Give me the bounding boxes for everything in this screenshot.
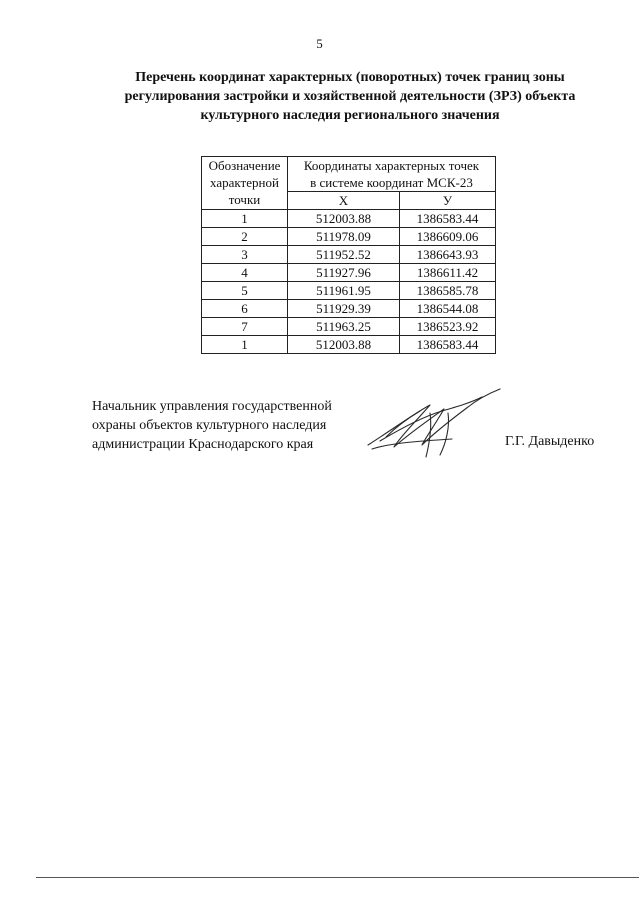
cell-y: 1386609.06: [400, 228, 496, 246]
cell-point: 1: [202, 210, 288, 228]
title-line-3: культурного наследия регионального значения: [200, 108, 500, 123]
cell-x: 511963.25: [288, 318, 400, 336]
handwritten-signature: [360, 383, 508, 463]
page-bottom-rule: [36, 877, 639, 878]
header-designation-line-2: характерной: [210, 175, 279, 190]
table-header-row: [202, 157, 496, 192]
cell-y: 1386583.44: [400, 210, 496, 228]
header-x: X: [288, 192, 400, 210]
table-row: [202, 210, 496, 228]
cell-y: 1386544.08: [400, 300, 496, 318]
cell-point: 2: [202, 228, 288, 246]
cell-x: 511952.52: [288, 246, 400, 264]
cell-y: 1386583.44: [400, 336, 496, 354]
signatory-name: Г.Г. Давыденко: [505, 434, 595, 449]
table-row: [202, 336, 496, 354]
header-point-designation: [202, 157, 288, 210]
cell-point: 7: [202, 318, 288, 336]
header-coords-line-2: в системе координат МСК-23: [310, 175, 473, 190]
cell-y: 1386643.93: [400, 246, 496, 264]
cell-x: 511929.39: [288, 300, 400, 318]
cell-point: 6: [202, 300, 288, 318]
table-row: [202, 318, 496, 336]
page-number: 5: [316, 36, 323, 51]
header-designation-line-1: Обозначение: [208, 158, 281, 173]
cell-x: 511927.96: [288, 264, 400, 282]
title-line-2: регулирования застройки и хозяйственной деятельности (ЗРЗ) объекта: [124, 89, 576, 104]
cell-point: 1: [202, 336, 288, 354]
cell-x: 511978.09: [288, 228, 400, 246]
header-coordinates: [288, 157, 496, 192]
signatory-position: [92, 397, 372, 454]
document-title: [100, 68, 600, 125]
cell-x: 512003.88: [288, 336, 400, 354]
header-y: У: [400, 192, 496, 210]
cell-point: 5: [202, 282, 288, 300]
cell-y: 1386611.42: [400, 264, 496, 282]
cell-x: 511961.95: [288, 282, 400, 300]
position-line-1: Начальник управления государственной: [92, 399, 332, 414]
position-line-3: администрации Краснодарского края: [92, 437, 314, 452]
table-row: [202, 264, 496, 282]
table-row: [202, 246, 496, 264]
table-row: [202, 282, 496, 300]
title-line-1: Перечень координат характерных (поворотных) точек границ зоны: [135, 70, 565, 85]
header-coords-line-1: Координаты характерных точек: [303, 158, 480, 173]
cell-point: 4: [202, 264, 288, 282]
cell-x: 512003.88: [288, 210, 400, 228]
cell-y: 1386523.92: [400, 318, 496, 336]
header-designation-line-3: точки: [228, 192, 261, 207]
table-row: [202, 300, 496, 318]
cell-point: 3: [202, 246, 288, 264]
table-row: [202, 228, 496, 246]
coordinates-table: [201, 156, 496, 354]
position-line-2: охраны объектов культурного наследия: [92, 418, 327, 433]
cell-y: 1386585.78: [400, 282, 496, 300]
